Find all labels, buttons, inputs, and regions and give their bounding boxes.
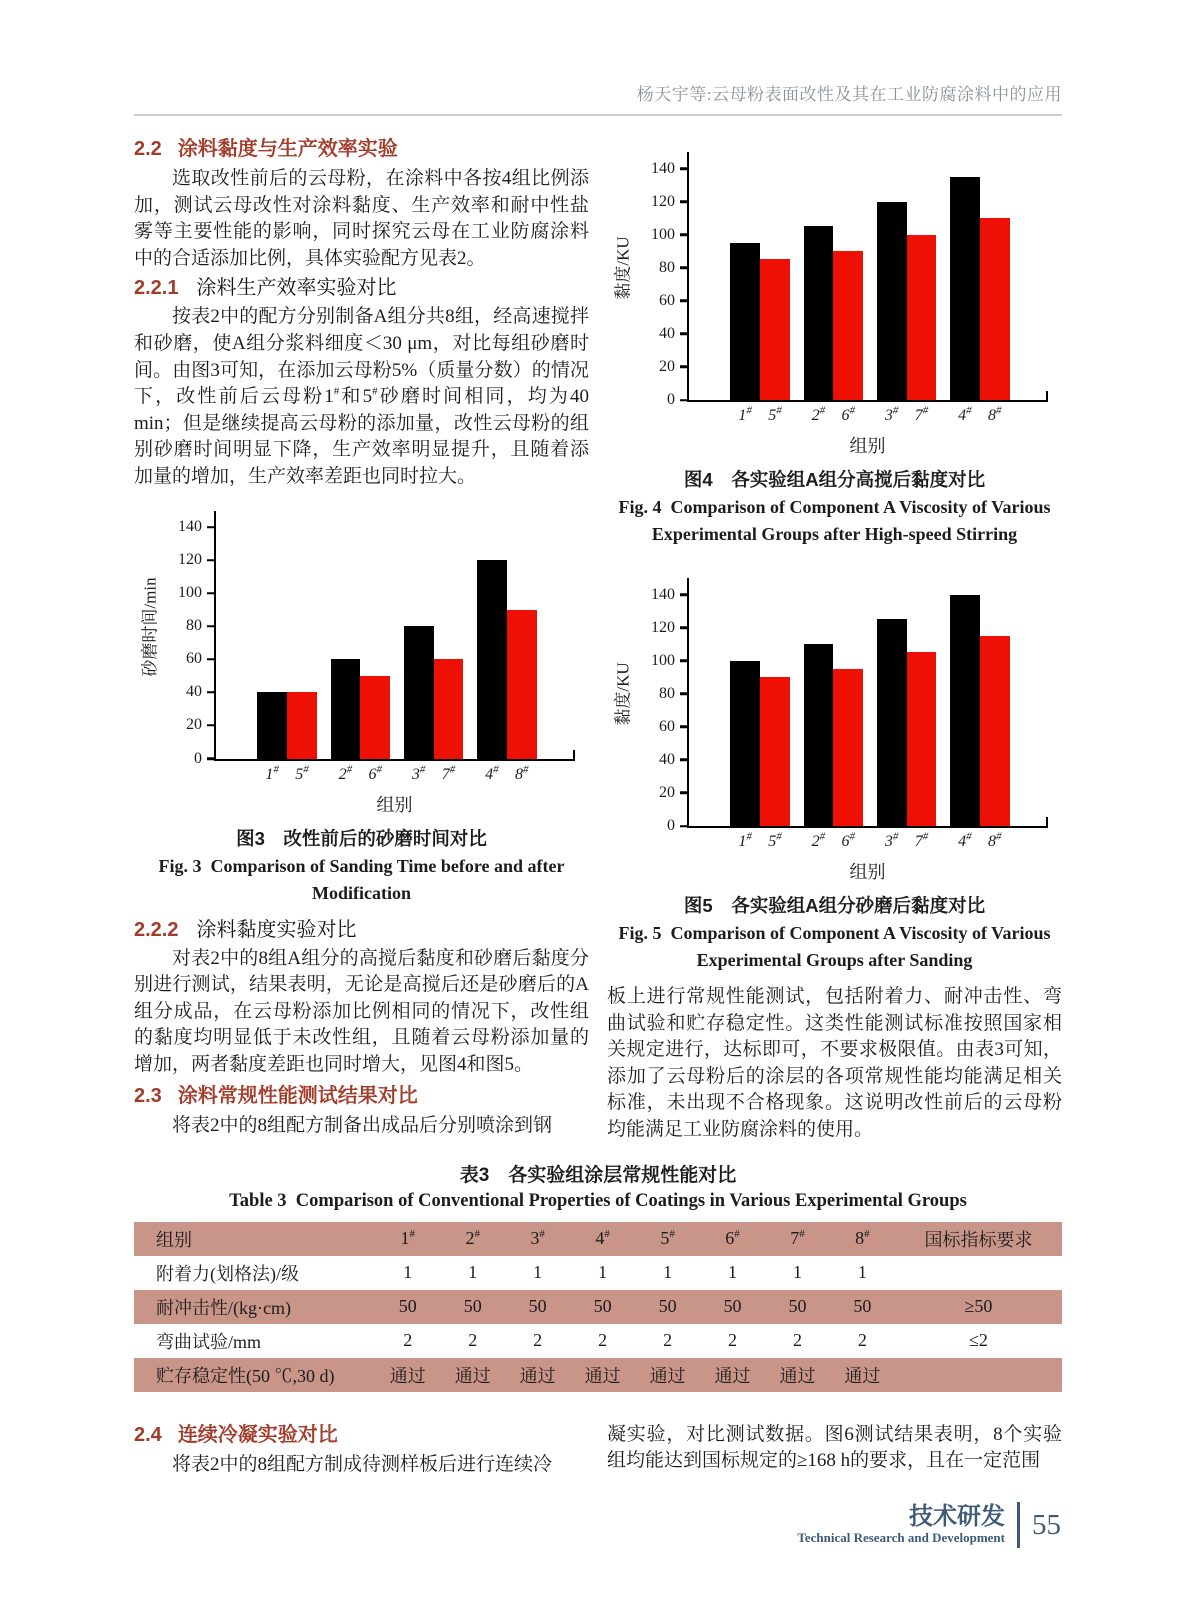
header-rule: [134, 114, 1062, 116]
paragraph-2-2: 选取改性前后的云母粉，在涂料中各按4组比例添加，测试云母改性对涂料黏度、生产效率和耐中性盐雾等主要性能的影响，同时探究云母在工业防腐涂料中的合适添加比例，具体实验配方见表2。: [134, 168, 589, 269]
superscript-hash: #: [849, 830, 855, 843]
y-tick-label: 80: [659, 258, 675, 276]
table-row: [134, 1358, 1062, 1392]
x-tick-label: 7#: [914, 830, 929, 850]
bar-modified-red: [760, 677, 790, 826]
y-tick-label: 60: [659, 291, 675, 309]
footer-divider: [1017, 1502, 1020, 1548]
table-cell: 通过: [389, 1365, 426, 1386]
figure-5-chart: [607, 566, 1062, 884]
table-cell: 50: [658, 1296, 677, 1317]
table-cell: 50: [463, 1296, 482, 1317]
superscript-hash: #: [474, 1228, 480, 1241]
y-tick-label: 120: [651, 192, 675, 210]
bar-unmodified-black: [331, 659, 361, 758]
table-cell: 5#: [660, 1228, 675, 1249]
table-3: [134, 1222, 1062, 1392]
bottom-right-column: [607, 1418, 1062, 1479]
bar-modified-red: [980, 636, 1010, 826]
y-tick-mark: [207, 691, 216, 694]
row-label-cell: 贮存稳定性(50 ℃,30 d): [156, 1365, 335, 1386]
x-tick-label: 1#: [265, 763, 279, 783]
bar-unmodified-black: [257, 692, 287, 758]
fig4-x-axis-label: 组别: [849, 436, 886, 456]
superscript-hash: #: [995, 404, 1002, 417]
x-tick-label: 4#: [958, 830, 972, 850]
x-tick-label: 8#: [987, 830, 1002, 850]
table-cell: 50: [593, 1296, 612, 1317]
superscript-hash: #: [376, 763, 382, 776]
y-tick-mark: [680, 167, 689, 170]
table-header-row: [134, 1222, 1062, 1256]
section-heading-2-4: 2.4 连续冷凝实验对比: [134, 1423, 338, 1446]
superscript-hash: #: [776, 404, 782, 417]
section-heading-2-2-2: 2.2.2 涂料黏度实验对比: [134, 918, 357, 941]
bar-unmodified-black: [404, 626, 434, 758]
superscript-hash: #: [669, 1228, 675, 1241]
superscript-hash: #: [995, 830, 1002, 843]
bar-modified-red: [833, 251, 863, 400]
table-3-title-en: Table 3 Comparison of Conventional Properties of Coatings in Various Experimental Groups: [229, 1190, 967, 1211]
superscript-hash: #: [922, 404, 929, 417]
y-tick-label: 40: [186, 683, 202, 701]
y-tick-mark: [680, 792, 689, 795]
y-tick-mark: [680, 626, 689, 629]
y-tick-label: 140: [651, 159, 675, 177]
table-cell: 2: [857, 1330, 867, 1351]
fig3-plot-area: [178, 511, 575, 783]
table-cell: 1: [663, 1262, 673, 1283]
y-tick-label: 20: [186, 716, 202, 734]
x-tick-label: 2#: [338, 763, 353, 783]
paragraph-2-3-lead: 将表2中的8组配方制备出成品后分别喷涂到钢: [172, 1114, 553, 1136]
superscript-hash: #: [849, 404, 855, 417]
y-tick-mark: [680, 659, 689, 662]
table-cell: 1: [533, 1262, 543, 1283]
bar-unmodified-black: [804, 226, 834, 400]
figure-3-caption-en: Fig. 3 Comparison of Sanding Time before and after Modification: [158, 855, 565, 903]
page-number: 55: [1032, 1508, 1061, 1541]
x-tick-label: 4#: [485, 763, 499, 783]
bar-modified-red: [434, 659, 464, 758]
table-cell: 1: [792, 1262, 802, 1283]
x-tick-label: 5#: [768, 404, 782, 424]
table-cell: 通过: [779, 1365, 816, 1386]
superscript-hash: #: [922, 830, 929, 843]
table-cell: 通过: [584, 1365, 621, 1386]
row-label-cell: 附着力(划格法)/级: [156, 1263, 299, 1284]
superscript-hash: #: [346, 763, 353, 776]
y-tick-mark: [680, 692, 689, 695]
bar-unmodified-black: [950, 595, 980, 826]
table-cell: 通过: [714, 1365, 751, 1386]
superscript-hash: #: [966, 830, 972, 843]
table-cell: 50: [723, 1296, 742, 1317]
superscript-hash: #: [604, 1228, 610, 1241]
table-cell: 8#: [855, 1228, 870, 1249]
superscript-hash: #: [864, 1228, 870, 1241]
y-tick-label: 140: [651, 585, 675, 603]
table-cell: 2: [728, 1330, 738, 1351]
fig5-x-axis-label: 组别: [849, 862, 886, 882]
paragraph-2-3-continuation: 板上进行常规性能测试，包括附着力、耐冲击性、弯曲试验和贮存稳定性。这类性能测试标准按照国家相关规定进行，达标即可，不要求极限值。由表3可知，添加了云母粉后的涂层的各项常规性能均能满足相关标准，未出现不合格现象。这说明改性前后的云母粉均能满足工业防腐涂料的使用。: [607, 986, 1062, 1140]
x-tick-label: 1#: [738, 404, 752, 424]
y-tick-mark: [680, 593, 689, 596]
table-cell: 2: [663, 1330, 673, 1351]
fig3-y-axis-label: 砂磨时间/min: [140, 576, 160, 677]
y-tick-label: 80: [186, 617, 202, 635]
table-cell: 1: [403, 1262, 413, 1283]
table-cell: 通过: [649, 1365, 686, 1386]
table-cell: 50: [853, 1296, 872, 1317]
y-tick-label: 0: [194, 749, 202, 767]
table-cell: 2: [598, 1330, 608, 1351]
superscript-hash: #: [799, 1228, 805, 1241]
table-cell: 50: [788, 1296, 807, 1317]
row-label-cell: 弯曲试验/mm: [156, 1331, 262, 1352]
section-heading-2-3: 2.3 涂料常规性能测试结果对比: [134, 1084, 418, 1107]
y-tick-mark: [680, 333, 689, 336]
y-tick-mark: [680, 726, 689, 729]
x-tick-label: 3#: [411, 763, 426, 783]
table-3-title-zh: 表3 各实验组涂层常规性能对比: [459, 1164, 737, 1186]
table-cell: 1: [857, 1262, 867, 1283]
figure-5-caption-zh: 图5 各实验组A组分砂磨后黏度对比: [683, 895, 986, 916]
table-cell: 2: [533, 1330, 543, 1351]
table-cell: 50: [398, 1296, 417, 1317]
bottom-left-column: [134, 1418, 589, 1479]
superscript-hash: #: [372, 385, 378, 398]
superscript-hash: #: [746, 830, 752, 843]
bar-unmodified-black: [730, 243, 760, 400]
y-tick-label: 60: [659, 717, 675, 735]
y-tick-label: 60: [186, 650, 202, 668]
bar-modified-red: [360, 676, 390, 759]
table-cell: 通过: [519, 1365, 556, 1386]
y-tick-label: 40: [659, 750, 675, 768]
table-cell: 通过: [844, 1365, 881, 1386]
bar-unmodified-black: [877, 202, 907, 400]
table-cell: ≤2: [969, 1330, 988, 1351]
right-column: [607, 132, 1062, 1144]
y-tick-mark: [680, 300, 689, 303]
figure-4-chart: [607, 140, 1062, 458]
x-tick-label: 3#: [884, 830, 899, 850]
superscript-hash: #: [303, 763, 309, 776]
bar-modified-red: [907, 235, 937, 400]
row-label-cell: 耐冲击性/(kg·cm): [156, 1297, 291, 1318]
table-cell: 6#: [725, 1228, 740, 1249]
running-head: 杨天宇等:云母粉表面改性及其在工业防腐涂料中的应用: [636, 85, 1062, 104]
x-tick-label: 6#: [841, 404, 855, 424]
x-axis-end-tick: [1046, 391, 1049, 400]
fig4-plot-area: [651, 152, 1048, 424]
table-cell: [895, 1256, 1062, 1290]
y-tick-label: 140: [178, 518, 202, 536]
section-heading-2-2: 2.2 涂料黏度与生产效率实验: [134, 138, 398, 160]
bar-modified-red: [760, 259, 790, 400]
table-cell: 2: [468, 1330, 478, 1351]
y-tick-mark: [207, 625, 216, 628]
y-tick-mark: [207, 559, 216, 562]
bar-modified-red: [907, 652, 937, 826]
figure-4-caption-zh: 图4 各实验组A组分高搅后黏度对比: [683, 469, 986, 490]
y-tick-label: 120: [178, 551, 202, 569]
y-tick-label: 0: [667, 391, 675, 408]
paragraph-2-4-continuation: 凝实验，对比测试数据。图6测试结果表明，8个实验组均能达到国标规定的≥168 h的要求，且在一定范围: [607, 1423, 1062, 1472]
table-row: [134, 1290, 1062, 1324]
bar-unmodified-black: [877, 619, 907, 826]
superscript-hash: #: [746, 404, 752, 417]
y-tick-label: 80: [659, 684, 675, 702]
x-tick-label: 2#: [811, 830, 826, 850]
x-axis-end-tick: [573, 750, 576, 759]
table-cell: 50: [528, 1296, 547, 1317]
y-tick-label: 0: [667, 817, 675, 834]
figure-3-caption-zh: 图3 改性前后的砂磨时间对比: [236, 827, 487, 849]
x-tick-label: 2#: [811, 404, 826, 424]
y-tick-mark: [207, 757, 216, 760]
table-cell: 1: [728, 1262, 738, 1283]
bar-unmodified-black: [950, 177, 980, 400]
table-cell: [895, 1358, 1062, 1392]
fig5-y-axis-label: 黏度/KU: [613, 662, 633, 726]
y-tick-mark: [207, 526, 216, 529]
superscript-hash: #: [776, 830, 782, 843]
table-cell: 2#: [465, 1228, 480, 1249]
superscript-hash: #: [819, 404, 826, 417]
table-row: [134, 1256, 1062, 1290]
y-tick-mark: [680, 825, 689, 828]
table-cell: 通过: [454, 1365, 491, 1386]
superscript-hash: #: [409, 1228, 415, 1241]
left-column: [134, 132, 589, 1144]
paragraph-2-2-1: 按表2中的配方分别制备A组分共8组，经高速搅拌和砂磨，使A组分浆料细度＜30 μm，对比每组砂磨时间。由图3可知，在添加云母粉5%（质量分数）的情况下，改性前后云母粉1#和5#砂磨时间相同，均为40 min；但是继续提高云母粉的添加量，改性云母粉的组别砂磨时间明显下降，生产效率明显提升，且随着添加量的增加，生产效率差距也同时拉大。: [134, 306, 589, 487]
y-tick-label: 40: [659, 324, 675, 342]
table-cell: 国标指标要求: [924, 1229, 1033, 1250]
table-cell: 7#: [790, 1228, 805, 1249]
x-tick-label: 7#: [914, 404, 929, 424]
y-tick-label: 120: [651, 618, 675, 636]
table-cell: 1: [468, 1262, 478, 1283]
bar-unmodified-black: [477, 560, 507, 758]
x-tick-label: 3#: [884, 404, 899, 424]
table-cell: 1#: [400, 1228, 415, 1249]
fig3-x-axis-label: 组别: [376, 794, 413, 815]
superscript-hash: #: [892, 404, 899, 417]
bar-unmodified-black: [730, 661, 760, 826]
footer-section-en: Technical Research and Development: [797, 1529, 1005, 1545]
x-tick-label: 8#: [514, 763, 529, 783]
y-tick-mark: [207, 592, 216, 595]
figure-3-chart: [134, 499, 589, 817]
superscript-hash: #: [734, 1228, 740, 1241]
y-tick-mark: [680, 200, 689, 203]
table-3-block: [134, 1160, 1062, 1392]
superscript-hash: #: [522, 763, 529, 776]
figure-4-caption-en: Fig. 4 Comparison of Component A Viscosity of Various Experimental Groups after High-speed Stirring: [618, 497, 1051, 544]
bar-modified-red: [507, 610, 537, 759]
fig4-y-axis-label: 黏度/KU: [613, 236, 633, 300]
superscript-hash: #: [449, 763, 456, 776]
x-axis-end-tick: [1046, 817, 1049, 826]
x-tick-label: 1#: [738, 830, 752, 850]
section-heading-2-2-1: 2.2.1 涂料生产效率实验对比: [134, 277, 397, 300]
y-tick-label: 100: [651, 225, 675, 243]
table-cell: 4#: [595, 1228, 610, 1249]
table-cell: 1: [598, 1262, 608, 1283]
page-footer: [797, 1502, 1061, 1548]
x-tick-label: 5#: [295, 763, 309, 783]
bar-modified-red: [980, 218, 1010, 400]
table-cell: 2: [403, 1330, 413, 1351]
bar-modified-red: [833, 669, 863, 826]
x-tick-label: 4#: [958, 404, 972, 424]
figure-5-caption-en: Fig. 5 Comparison of Component A Viscosity of Various Experimental Groups after Sanding: [618, 923, 1051, 970]
superscript-hash: #: [819, 830, 826, 843]
table-cell: 3#: [530, 1228, 545, 1249]
x-tick-label: 5#: [768, 830, 782, 850]
x-tick-label: 7#: [441, 763, 456, 783]
paragraph-2-2-2: 对表2中的8组A组分的高搅后黏度和砂磨后黏度分别进行测试，结果表明，无论是高搅后还是砂磨后的A组分成品，在云母粉添加比例相同的情况下，改性组的黏度均明显低于未改性组，且随着云母粉添加量的增加，两者黏度差距也同时增大，见图4和图5。: [134, 947, 589, 1075]
superscript-hash: #: [892, 830, 899, 843]
y-tick-label: 100: [651, 651, 675, 669]
x-tick-label: 6#: [368, 763, 382, 783]
row-label-cell: 组别: [156, 1229, 192, 1250]
y-tick-mark: [207, 724, 216, 727]
superscript-hash: #: [419, 763, 426, 776]
footer-section-zh: 技术研发: [909, 1503, 1005, 1531]
y-tick-mark: [680, 759, 689, 762]
superscript-hash: #: [493, 763, 499, 776]
table-cell: ≥50: [964, 1296, 993, 1317]
y-tick-mark: [680, 233, 689, 236]
fig5-plot-area: [651, 578, 1048, 850]
y-tick-label: 20: [659, 783, 675, 801]
superscript-hash: #: [333, 385, 340, 398]
y-tick-mark: [207, 658, 216, 661]
y-tick-mark: [680, 266, 689, 269]
y-tick-label: 20: [659, 357, 675, 375]
y-tick-label: 100: [178, 584, 202, 602]
bar-modified-red: [287, 692, 317, 758]
superscript-hash: #: [273, 763, 279, 776]
bar-unmodified-black: [804, 644, 834, 826]
x-tick-label: 6#: [841, 830, 855, 850]
paragraph-2-4-lead: 将表2中的8组配方制成待测样板后进行连续冷: [172, 1453, 553, 1475]
superscript-hash: #: [539, 1228, 545, 1241]
y-tick-mark: [680, 399, 689, 402]
table-row: [134, 1324, 1062, 1358]
x-tick-label: 8#: [987, 404, 1002, 424]
superscript-hash: #: [966, 404, 972, 417]
table-cell: 2: [792, 1330, 802, 1351]
y-tick-mark: [680, 366, 689, 369]
